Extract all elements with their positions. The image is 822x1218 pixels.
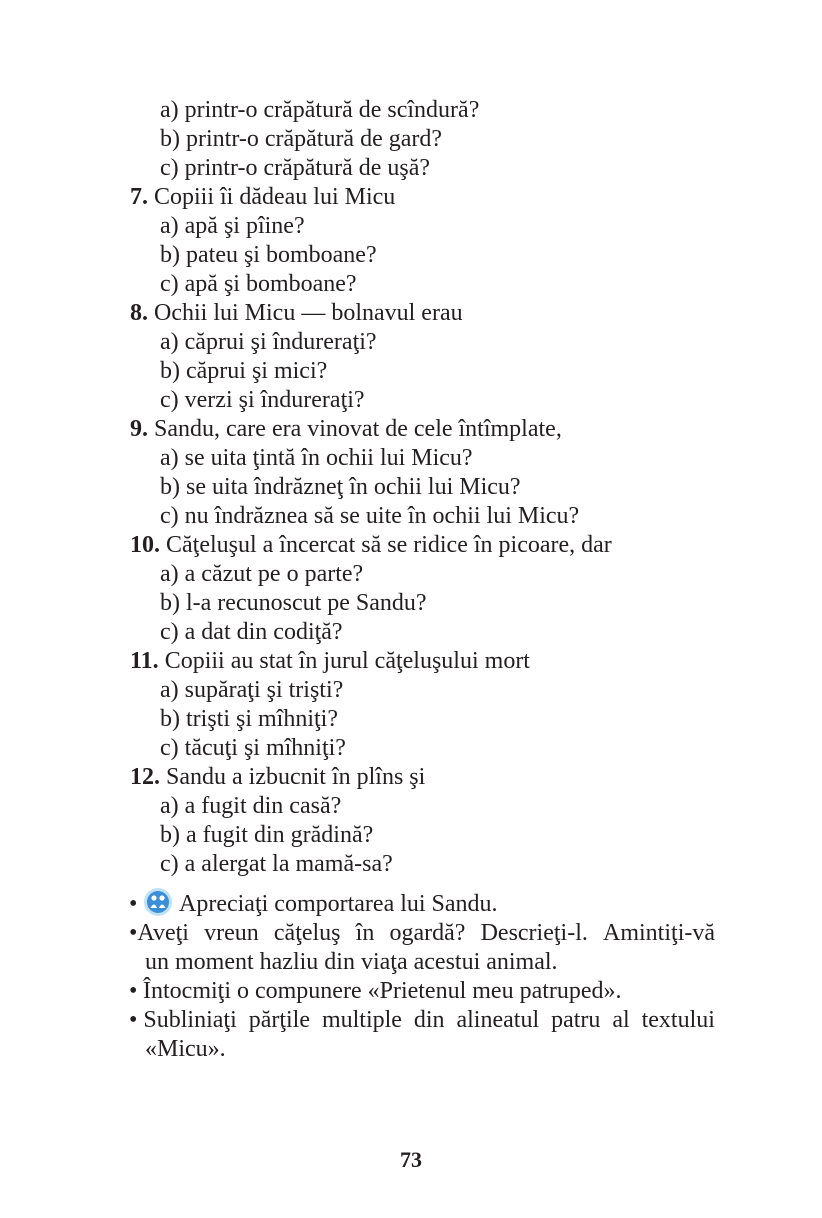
task-word: textului <box>641 1007 715 1033</box>
option-q9-c: c) nu îndrăznea să se uite în ochii lui Micu? <box>160 503 580 529</box>
option-q9-a: a) se uita ţintă în ochii lui Micu? <box>160 445 473 471</box>
task-word: Subliniaţi <box>143 1007 237 1033</box>
task-item-3 <box>0 977 822 1006</box>
option-q12-c: c) a alergat la mamă-sa? <box>160 851 393 877</box>
task-word: Descrieţi-l. <box>480 920 588 946</box>
bullet: • <box>129 1007 138 1033</box>
bullet-word <box>129 1006 237 1035</box>
option-q12-a: a) a fugit din casă? <box>160 793 342 819</box>
option-q6-a: a) printr-o crăpătură de scîndură? <box>160 97 480 123</box>
task-list <box>0 887 822 1064</box>
bullet: • <box>129 978 138 1004</box>
option-q11-c: c) tăcuţi şi mîhniţi? <box>160 735 346 761</box>
question-8 <box>0 299 822 328</box>
question-number: 7. <box>130 184 148 210</box>
task-item-1 <box>0 887 822 919</box>
page-number: 73 <box>400 1147 422 1172</box>
question-number: 10. <box>130 532 160 558</box>
pair-work-icon <box>143 887 173 917</box>
question-11 <box>0 647 822 676</box>
task-item-2 <box>0 919 715 948</box>
task-word: Aveţi <box>137 920 189 946</box>
bullet: • <box>129 891 138 917</box>
option-q10-a: a) a căzut pe o parte? <box>160 561 364 587</box>
question-number: 9. <box>130 416 148 442</box>
task-word: al <box>612 1007 630 1033</box>
page-content <box>0 96 822 1064</box>
option-q7-c: c) apă şi bomboane? <box>160 271 357 297</box>
option-q6-c: c) printr-o crăpătură de uşă? <box>160 155 431 181</box>
option-q11-b: b) trişti şi mîhniţi? <box>160 706 338 732</box>
option-q7-b: b) pateu şi bomboane? <box>160 242 377 268</box>
task-word: Amintiţi-vă <box>603 920 715 946</box>
option-q10-b: b) l-a recunoscut pe Sandu? <box>160 590 427 616</box>
option-q10-c: c) a dat din codiţă? <box>160 619 343 645</box>
option-q8-a: a) căprui şi îndureraţi? <box>160 329 377 355</box>
question-10 <box>0 531 822 560</box>
question-7 <box>0 183 822 212</box>
question-text: Sandu a izbucnit în plîns şi <box>166 764 426 790</box>
task-word: din <box>413 1007 445 1033</box>
task-item-4 <box>0 1006 715 1035</box>
question-text: Ochii lui Micu — bolnavul erau <box>154 300 463 326</box>
task-word: ogardă? <box>389 920 466 946</box>
question-text: Copiii îi dădeau lui Micu <box>154 184 396 210</box>
question-text: Sandu, care era vinovat de cele întîmplate, <box>154 416 562 442</box>
option-q8-c: c) verzi şi îndureraţi? <box>160 387 365 413</box>
question-text: Copiii au stat în jurul căţeluşului mort <box>164 648 530 674</box>
question-number: 12. <box>130 764 160 790</box>
task-word: alineatul <box>456 1007 540 1033</box>
bullet-word <box>129 919 189 948</box>
option-q12-b: b) a fugit din grădină? <box>160 822 374 848</box>
task-word: părţile <box>248 1007 310 1033</box>
option-q8-b: b) căprui şi mici? <box>160 358 328 384</box>
task-text: Întocmiţi o compunere «Prietenul meu patruped». <box>143 978 622 1004</box>
task-word: vreun <box>204 920 259 946</box>
option-q9-b: b) se uita îndrăzneţ în ochii lui Micu? <box>160 474 521 500</box>
question-12 <box>0 763 822 792</box>
task-item-2-continuation: un moment hazliu din viaţa acestui animal. <box>145 949 558 975</box>
question-9 <box>0 415 822 444</box>
question-number: 11. <box>130 648 159 674</box>
option-q11-a: a) supăraţi şi trişti? <box>160 677 344 703</box>
bullet: • <box>129 920 138 946</box>
option-q6-b: b) printr-o crăpătură de gard? <box>160 126 443 152</box>
task-text: Apreciaţi comportarea lui Sandu. <box>179 891 498 917</box>
question-text: Căţeluşul a încercat să se ridice în picoare, dar <box>166 532 612 558</box>
option-q7-a: a) apă şi pîine? <box>160 213 305 239</box>
question-number: 8. <box>130 300 148 326</box>
task-word: patru <box>551 1007 601 1033</box>
task-item-4-continuation: «Micu». <box>145 1036 226 1062</box>
task-word: în <box>355 920 375 946</box>
task-word: căţeluş <box>273 920 341 946</box>
task-word: multiple <box>321 1007 402 1033</box>
